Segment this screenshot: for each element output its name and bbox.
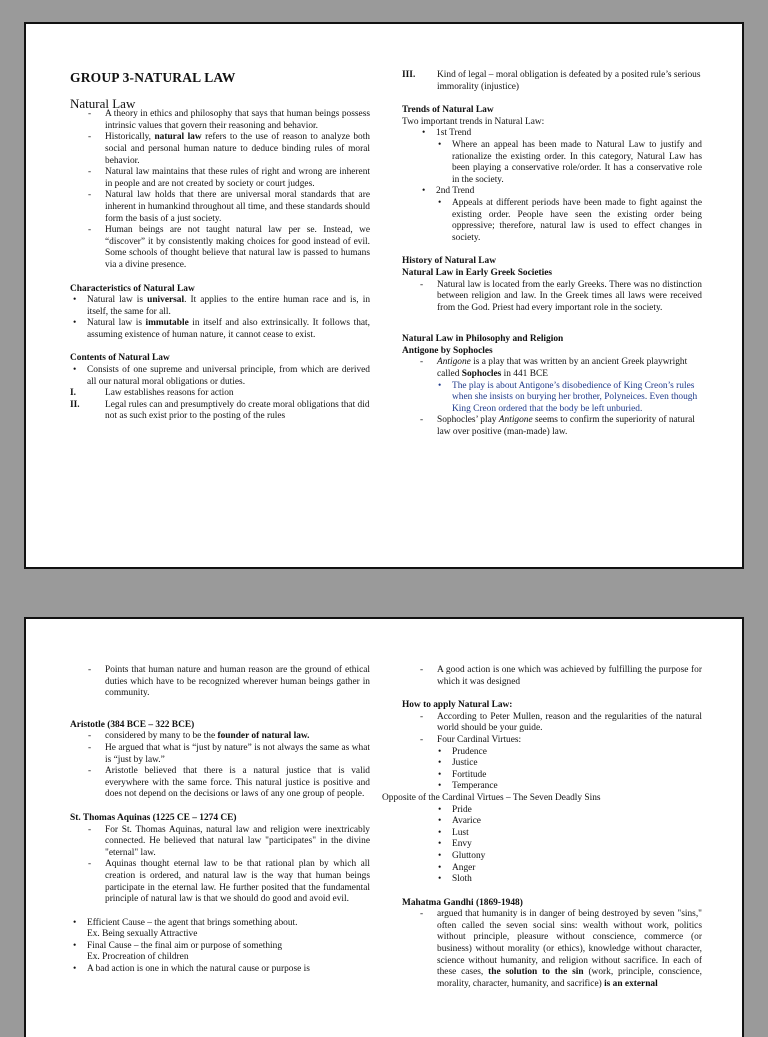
list-item: • Fortitude	[402, 770, 702, 782]
apply-heading: How to apply Natural Law:	[402, 700, 513, 711]
contents-list	[70, 365, 370, 388]
philosophy-list	[402, 357, 702, 380]
list-item: - Sophocles’ play Antigone seems to confirm the superiority of natural law over positive (man-made) law.	[402, 415, 702, 438]
trends-intro: Two important trends in Natural Law:	[402, 116, 545, 127]
list-item: • 2nd Trend	[402, 186, 702, 198]
aquinas-list	[70, 825, 370, 906]
list-item: - Points that human nature and human reason are the ground of ethical duties which have to be recognized wherever human beings gather in community.	[70, 665, 370, 700]
natural-law-list	[70, 109, 370, 271]
list-item: • Avarice	[402, 816, 702, 828]
roman-list	[70, 388, 370, 423]
trends-heading: Trends of Natural Law	[402, 105, 494, 116]
page1-left-column	[70, 72, 370, 423]
list-item: III. Kind of legal – moral obligation is defeated by a posited rule’s serious immorality (injustice)	[402, 70, 701, 92]
characteristics-heading: Characteristics of Natural Law	[70, 283, 195, 294]
document-title: GROUP 3-NATURAL LAW	[70, 70, 236, 85]
list-item: • Sloth	[402, 874, 702, 886]
causes-list	[70, 918, 370, 976]
sins-list	[402, 805, 702, 886]
trend-2-details	[402, 198, 702, 244]
list-item: • The play is about Antigone’s disobedience of King Creon’s rules when she insists on burying her brother, Polyneices. Even though King Creon ordered that the body be left unburied.	[402, 381, 702, 416]
list-item: • Anger	[402, 863, 702, 875]
list-item: • Lust	[402, 828, 702, 840]
list-item: - A good action is one which was achieved by fulfilling the purpose for which it was designed	[402, 665, 702, 688]
trend-1-details	[402, 140, 702, 186]
list-item: - Human beings are not taught natural law per se. Instead, we “discover” it by consistently making choices for good instead of evil. Some schools of thought believe that natural law is passed to humans via a divine presence.	[70, 225, 370, 271]
list-item: - A theory in ethics and philosophy that says that human beings possess intrinsic values that govern their reasoning and behavior.	[70, 109, 370, 132]
history-subheading: Natural Law in Early Greek Societies	[402, 267, 553, 278]
history-list	[402, 280, 702, 315]
trends-list	[402, 128, 702, 140]
gandhi-heading: Mahatma Gandhi (1869-1948)	[402, 897, 523, 908]
list-item: • Appeals at different periods have been made to fight against the existing order. People have seen the existing order being oppressive; therefore, natural law is used to effect changes in society.	[402, 198, 702, 244]
page2-left-column	[70, 665, 370, 976]
document-page-1	[24, 22, 744, 569]
document-page-2	[24, 617, 744, 1037]
history-heading: History of Natural Law	[402, 256, 497, 267]
list-item: • Justice	[402, 758, 702, 770]
list-item: • Natural law is universal. It applies to the entire human race and is, in itself, the same for all.	[70, 295, 370, 318]
page1-right-column	[402, 70, 702, 439]
list-item: - Antigone is a play that was written by an ancient Greek playwright called Sophocles in 441 BCE	[402, 357, 702, 380]
philosophy-list-2	[402, 415, 702, 438]
list-item: • Final Cause – the final aim or purpose of something Ex. Procreation of children	[70, 941, 370, 964]
roman-list-continued	[402, 70, 702, 93]
list-item: • Prudence	[402, 747, 702, 759]
list-item: • Pride	[402, 805, 702, 817]
gandhi-list	[402, 909, 702, 990]
natural-law-heading: Natural Law	[70, 95, 136, 111]
philosophy-subheading: Antigone by Sophocles	[402, 345, 493, 356]
aristotle-list	[70, 731, 370, 801]
list-item: - Aristotle believed that there is a natural justice that is valid everywhere with the same force. This natural justice is positive and does not depend on the decisions or laws of any one group of people.	[70, 766, 370, 801]
list-item: - According to Peter Mullen, reason and the regularities of the natural world should be your guide.	[402, 712, 702, 735]
characteristics-list	[70, 295, 370, 341]
contents-heading: Contents of Natural Law	[70, 353, 170, 364]
list-item: - argued that humanity is in danger of being destroyed by seven "sins," often called the seven social sins: wealth without work, politics without principle, pleasure without conscience, commerce (or business) without morality (or ethics), knowledge without character, science without humanity, and religion without sacrifice. In each of these cases, the solution to the sin (work, principle, conscience, morality, character, humanity, and sacrifice) is an external	[402, 909, 702, 990]
list-item: - For St. Thomas Aquinas, natural law and religion were inextricably connected. He believed that natural law "participates" in the divine "eternal" law.	[70, 825, 370, 860]
list-item: • Consists of one supreme and universal principle, from which are derived all our natural moral obligations or duties.	[70, 365, 370, 388]
page2-right-column	[382, 665, 703, 990]
list-item: • Gluttony	[402, 851, 702, 863]
list-item: • Efficient Cause – the agent that brings something about. Ex. Being sexually Attractive	[70, 918, 370, 941]
list-item: - Historically, natural law refers to the use of reason to analyze both social and personal human nature to deduce binding rules of moral behavior.	[70, 132, 370, 167]
aquinas-heading: St. Thomas Aquinas (1225 CE – 1274 CE)	[70, 812, 237, 823]
list-item: I. Law establishes reasons for action	[70, 388, 234, 399]
philosophy-sublist	[402, 381, 702, 416]
list-item: • Natural law is immutable in itself and also extrinsically. It follows that, assuming existence of human nature, it cannot cease to exist.	[70, 318, 370, 341]
list-item: • Temperance	[402, 781, 702, 793]
philosophy-heading: Natural Law in Philosophy and Religion	[402, 334, 564, 345]
list-item: - Natural law is located from the early Greeks. There was no distinction between religion and law. In the Greek times all laws were received from the God. Priest had every important role in the society.	[402, 280, 702, 315]
list-item: - Natural law maintains that these rules of right and wrong are inherent in people and are not created by society or court judges.	[70, 167, 370, 190]
apply-list	[402, 712, 702, 747]
trends-list-2	[402, 186, 702, 198]
list-item: • 1st Trend	[402, 128, 702, 140]
list-item: - Four Cardinal Virtues:	[402, 735, 702, 747]
list-item: II. Legal rules can and presumptively do create moral obligations that did not as such exist prior to the posting of the rules	[70, 399, 370, 422]
aristotle-heading: Aristotle (384 BCE – 322 BCE)	[70, 719, 195, 730]
good-action-list	[402, 665, 702, 688]
sins-heading: Opposite of the Cardinal Virtues – The Seven Deadly Sins	[382, 792, 601, 803]
list-item: • Where an appeal has been made to Natural Law to justify and rationalize the existing order. In this category, Natural Law has been playing a conservative role/order. It has a conservative role in the society.	[402, 140, 702, 186]
list-item: • A bad action is one in which the natural cause or purpose is	[70, 964, 370, 976]
list-item: - Natural law holds that there are universal moral standards that are inherent in humankind throughout all time, and these standards should form the basis of a just society.	[70, 190, 370, 225]
virtues-list	[402, 747, 702, 793]
list-item: - He argued that what is “just by nature” is not always the same as what is “just by law.”	[70, 743, 370, 766]
intro-list	[70, 665, 370, 700]
list-item: - Aquinas thought eternal law to be that rational plan by which all creation is ordered, and natural law is the way that human beings participate in the eternal law. He further posited that the fundamental principle of natural law is that we should do good and avoid evil.	[70, 859, 370, 905]
list-item: - considered by many to be the founder of natural law.	[70, 731, 370, 743]
list-item: • Envy	[402, 839, 702, 851]
